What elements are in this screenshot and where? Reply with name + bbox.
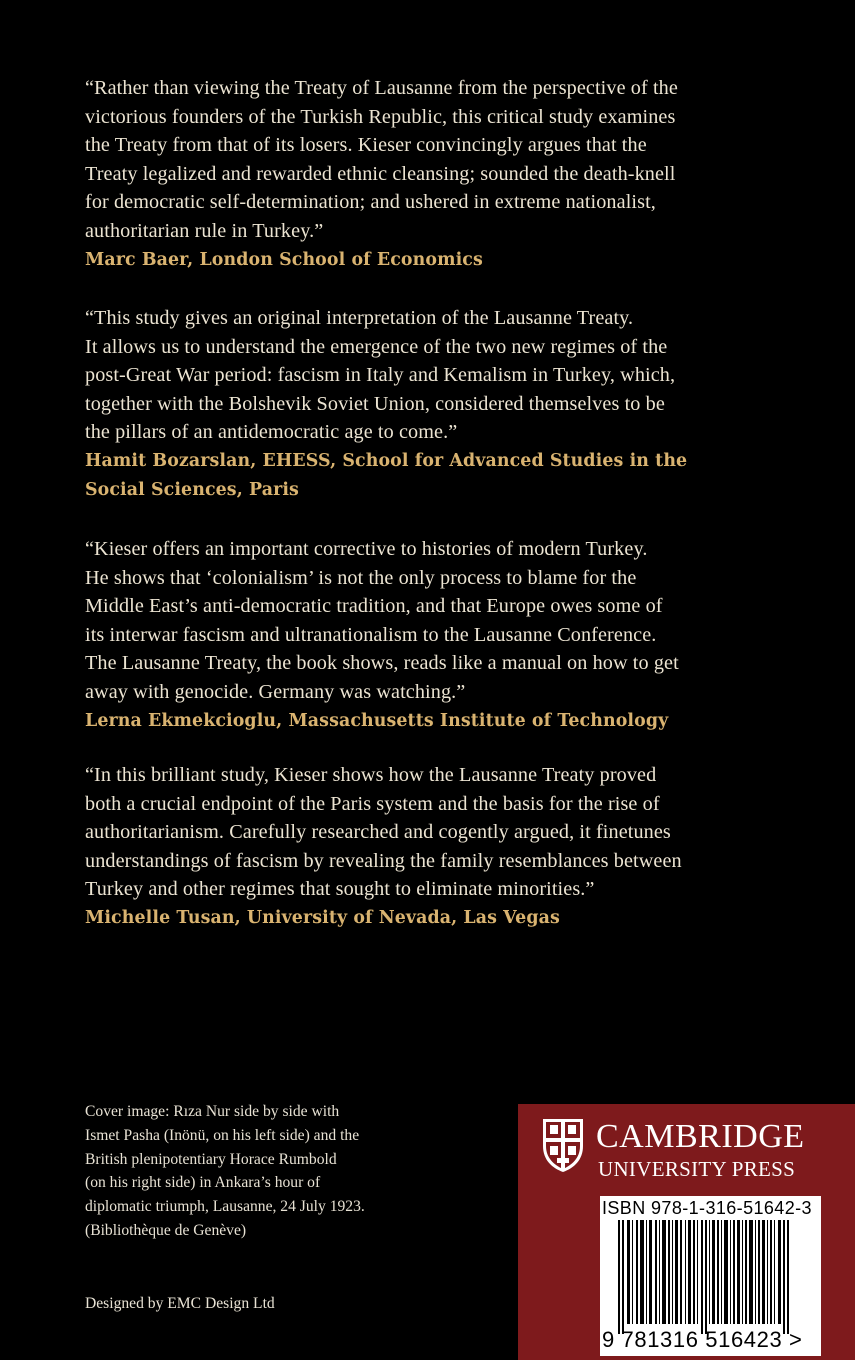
quote-line: Treaty legalized and rewarded ethnic cleansing; sounded the death-knell (85, 162, 676, 185)
isbn-barcode (600, 1196, 821, 1356)
endorsement-3-attribution (85, 707, 825, 736)
quote-line: “Rather than viewing the Treaty of Lausanne from the perspective of the (85, 77, 678, 99)
quote-line: “Kieser offers an important corrective to histories of modern Turkey. (85, 538, 648, 560)
endorsement-2-attribution (85, 447, 825, 504)
endorsement-2-quote (85, 304, 825, 447)
endorsement-3 (85, 535, 825, 735)
publisher-subname: UNIVERSITY PRESS (598, 1157, 796, 1181)
credit-line: (on his right side) in Ankara’s hour of (85, 1174, 321, 1192)
quote-line: its interwar fascism and ultranationalism to the Lausanne Conference. (85, 623, 657, 646)
barcode-digits: 9 781316 516423 > (602, 1327, 803, 1352)
attribution-line: Michelle Tusan, University of Nevada, Las Vegas (85, 907, 560, 928)
credit-line: diplomatic triumph, Lausanne, 24 July 1923. (85, 1198, 365, 1216)
quote-line: The Lausanne Treaty, the book shows, reads like a manual on how to get (85, 652, 679, 675)
attribution-line: Social Sciences, Paris (85, 479, 299, 500)
endorsement-1-quote (85, 74, 825, 246)
quote-line: both a crucial endpoint of the Paris system and the basis for the rise of (85, 792, 660, 815)
quote-line: post-Great War period: fascism in Italy and Kemalism in Turkey, which, (85, 364, 676, 387)
quote-line: “In this brilliant study, Kieser shows how the Lausanne Treaty proved (85, 764, 657, 786)
quote-line: Turkey and other regimes that sought to eliminate minorities.” (85, 878, 595, 901)
endorsement-2 (85, 304, 825, 504)
endorsement-4-attribution (85, 904, 825, 933)
credit-line: (Bibliothèque de Genève) (85, 1221, 247, 1239)
publisher-name: CAMBRIDGE (596, 1118, 805, 1155)
cover-image-credit (85, 1100, 365, 1243)
quote-line: understandings of fascism by revealing the family resemblances between (85, 849, 682, 872)
university-crest-icon (540, 1116, 586, 1174)
quote-line: It allows us to understand the emergence of the two new regimes of the (85, 335, 668, 358)
quote-line: the pillars of an antidemocratic age to come.” (85, 421, 458, 444)
credit-line: Ismet Pasha (Inönü, on his left side) and the (85, 1126, 360, 1144)
quote-line: authoritarianism. Carefully researched and cogently argued, it finetunes (85, 821, 671, 844)
endorsement-4-quote (85, 761, 825, 904)
designer-credit (85, 1292, 275, 1316)
designer-credit-text: Designed by EMC Design Ltd (85, 1295, 275, 1312)
publisher-logo (540, 1116, 840, 1180)
publisher-panel (518, 1104, 855, 1360)
attribution-line: Hamit Bozarslan, EHESS, School for Advanced Studies in the (85, 450, 688, 471)
attribution-line: Lerna Ekmekcioglu, Massachusetts Institute of Technology (85, 710, 669, 731)
credit-line: British plenipotentiary Horace Rumbold (85, 1150, 337, 1168)
endorsement-1-attribution (85, 246, 825, 275)
quote-line: away with genocide. Germany was watching.” (85, 680, 466, 703)
quote-line: Middle East’s anti-democratic tradition, and that Europe owes some of (85, 595, 663, 618)
quote-line: “This study gives an original interpretation of the Lausanne Treaty. (85, 307, 634, 329)
credit-line: Cover image: Rıza Nur side by side with (85, 1103, 340, 1120)
endorsement-3-quote (85, 535, 825, 707)
isbn-label: ISBN 978-1-316-51642-3 (602, 1198, 812, 1218)
endorsement-1 (85, 74, 825, 274)
quote-line: together with the Bolshevik Soviet Union, considered themselves to be (85, 392, 665, 415)
quote-line: authoritarian rule in Turkey.” (85, 219, 324, 242)
quote-line: the Treaty from that of its losers. Kieser convincingly argues that the (85, 134, 647, 157)
quote-line: for democratic self-determination; and ushered in extreme nationalist, (85, 191, 656, 214)
quote-line: He shows that ‘colonialism’ is not the only process to blame for the (85, 566, 637, 589)
endorsement-4 (85, 761, 825, 933)
quote-line: victorious founders of the Turkish Republic, this critical study examines (85, 105, 676, 128)
attribution-line: Marc Baer, London School of Economics (85, 249, 483, 270)
